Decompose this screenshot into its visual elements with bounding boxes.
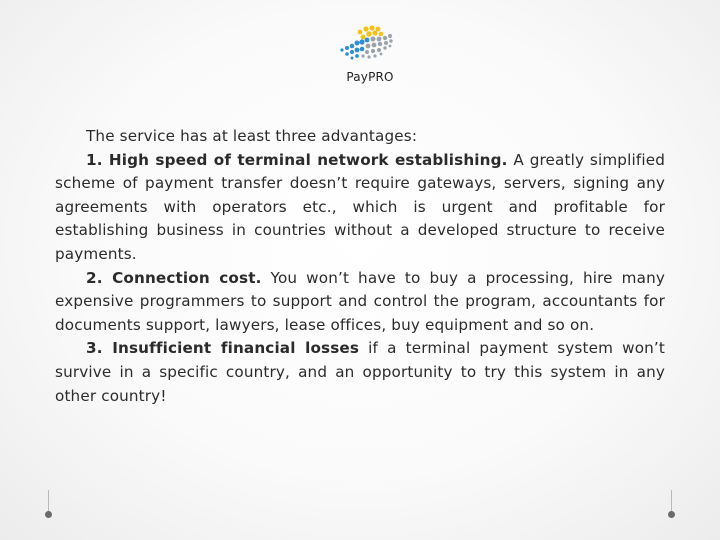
advantage-item-2 [55, 267, 665, 338]
advantage-item-1 [55, 149, 665, 267]
left-corner-dot-icon [45, 511, 52, 518]
advantage-text-2: You won’t have to buy a processing, hire many expensive programmers to support and control the program, accountants for documents support, lawyers, lease offices, buy equipment and so on. [55, 268, 665, 334]
right-frame-line [671, 490, 672, 512]
right-corner-dot-icon [668, 511, 675, 518]
advantage-title-1: 1. High speed of terminal network establishing. [86, 150, 508, 169]
advantages-text [55, 125, 665, 408]
advantage-text-3: if a terminal payment system won’t survive in a specific country, and an opportunity to try this system in any other country! [55, 339, 665, 405]
brand-name: PayPRO [346, 70, 394, 84]
advantage-title-3: 3. Insufficient financial losses [86, 339, 360, 358]
left-frame-line [48, 490, 49, 512]
intro-paragraph: The service has at least three advantages: [86, 127, 418, 145]
paypro-logo [330, 22, 410, 92]
paypro-dot-logo-icon [330, 22, 410, 68]
advantage-item-3 [55, 337, 665, 408]
advantage-text-1: A greatly simplified scheme of payment transfer doesn’t require gateways, servers, signing any agreements with operators etc., which is urgent and profitable for establishing business in countries without a developed structure to receive payments. [55, 150, 665, 263]
advantage-title-2: 2. Connection cost. [86, 268, 262, 287]
